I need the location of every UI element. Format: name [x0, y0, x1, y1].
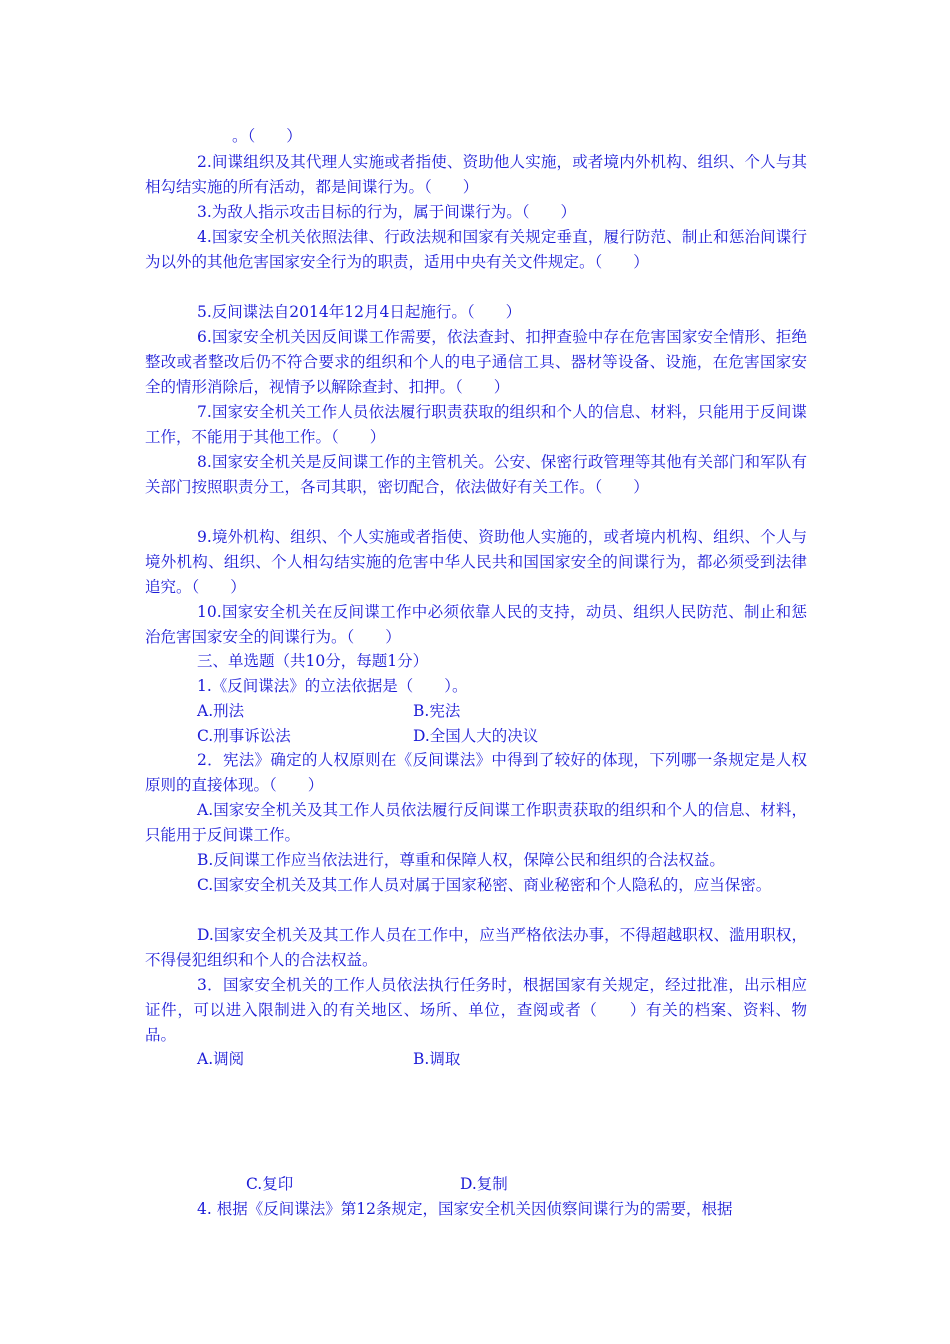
sc-q1-option-a: A.刑法 — [197, 702, 245, 720]
tf-question-6: 6.国家安全机关因反间谍工作需要，依法查封、扣押查验中存在危害国家安全情形、拒绝整改或者整改后仍不符合要求的组织和个人的电子通信工具、器材等设备、设施，在危害国家安全的情形消除后，视情予以解除查封、扣押。（ ） — [145, 328, 807, 396]
tf-question-9: 9.境外机构、组织、个人实施或者指使、资助他人实施的，或者境内机构、组织、个人与境外机构、组织、个人相勾结实施的危害中华人民共和国国家安全的间谍行为，都必须受到法律追究。（ ） — [145, 528, 807, 596]
sc-question-2: 2．宪法》确定的人权原则在《反间谍法》中得到了较好的体现，下列哪一条规定是人权原则的直接体现。（ ） — [145, 751, 807, 794]
sc-q3-option-c: C.复印 — [246, 1175, 294, 1193]
tf-question-10: 10.国家安全机关在反间谍工作中必须依靠人民的支持，动员、组织人民防范、制止和惩治危害国家安全的间谍行为。（ ） — [145, 603, 807, 646]
sc-question-4: 4. 根据《反间谍法》第12条规定，国家安全机关因侦察间谍行为的需要，根据 — [197, 1200, 733, 1218]
sc-q3-option-d: D.复制 — [460, 1175, 508, 1193]
sc-q1-option-d: D.全国人大的决议 — [413, 727, 539, 745]
tf-question-8: 8.国家安全机关是反间谍工作的主管机关。公安、保密行政管理等其他有关部门和军队有关部门按照职责分工，各司其职，密切配合，依法做好有关工作。（ ） — [145, 453, 807, 496]
tf-question-2: 2.间谍组织及其代理人实施或者指使、资助他人实施，或者境内外机构、组织、个人与其相勾结实施的所有活动，都是间谍行为。（ ） — [145, 153, 807, 196]
sc-q3-option-a: A.调阅 — [197, 1050, 245, 1068]
section-heading-single-choice: 三、单选题（共10分，每题1分） — [197, 652, 429, 670]
sc-q1-option-c: C.刑事诉讼法 — [197, 727, 291, 745]
sc-q2-option-c: C.国家安全机关及其工作人员对属于国家秘密、商业秘密和个人隐私的，应当保密。 — [197, 876, 772, 894]
tf-question-5: 5.反间谍法自2014年12月4日起施行。（ ） — [197, 303, 522, 321]
sc-q3-option-b: B.调取 — [413, 1050, 461, 1068]
sc-question-3: 3．国家安全机关的工作人员依法执行任务时，根据国家有关规定，经过批准，出示相应证件，可以进入限制进入的有关地区、场所、单位，查阅或者（ ）有关的档案、资料、物品。 — [145, 976, 807, 1044]
sc-q2-option-b: B.反间谍工作应当依法进行，尊重和保障人权，保障公民和组织的合法权益。 — [197, 851, 725, 869]
sc-q2-option-a: A.国家安全机关及其工作人员依法履行反间谍工作职责获取的组织和个人的信息、材料，只能用于反间谍工作。 — [145, 801, 807, 844]
fragment-line: 。（ ） — [232, 127, 302, 145]
tf-question-4: 4.国家安全机关依照法律、行政法规和国家有关规定垂直，履行防范、制止和惩治间谍行为以外的其他危害国家安全行为的职责，适用中央有关文件规定。（ ） — [145, 228, 807, 271]
tf-question-3: 3.为敌人指示攻击目标的行为，属于间谍行为。（ ） — [197, 203, 577, 221]
tf-question-7: 7.国家安全机关工作人员依法履行职责获取的组织和个人的信息、材料，只能用于反间谍工作，不能用于其他工作。（ ） — [145, 403, 807, 446]
sc-q2-option-d: D.国家安全机关及其工作人员在工作中，应当严格依法办事，不得超越职权、滥用职权，不得侵犯组织和个人的合法权益。 — [145, 926, 807, 969]
sc-q1-option-b: B.宪法 — [413, 702, 461, 720]
sc-question-1: 1.《反间谍法》的立法依据是（ ）。 — [197, 677, 468, 695]
